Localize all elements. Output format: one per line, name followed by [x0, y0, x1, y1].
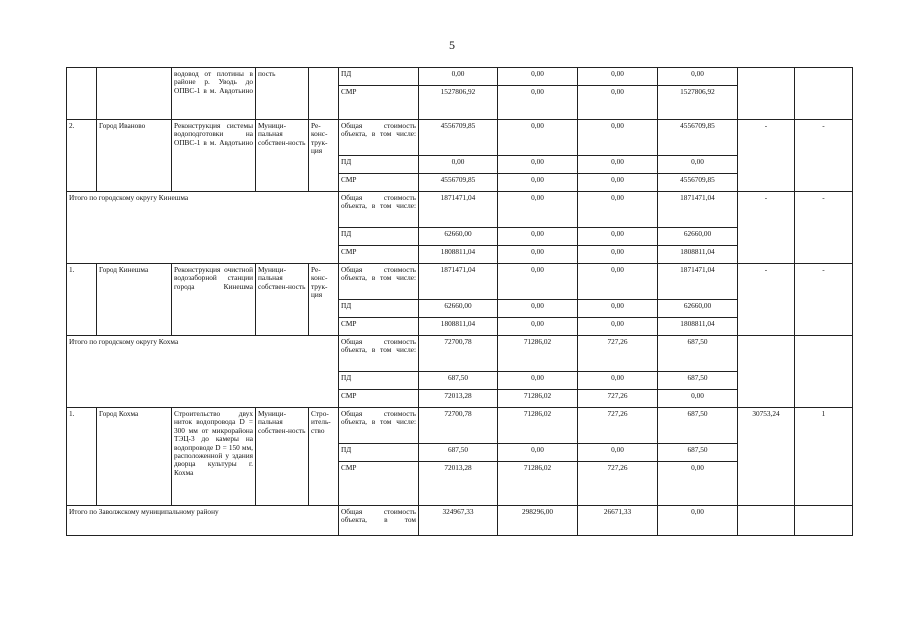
cell-value: 0,00 [498, 246, 578, 264]
cell-value: 0,00 [578, 228, 658, 246]
cell-count [795, 336, 853, 408]
cell-type [309, 68, 339, 120]
cell-no: 2. [67, 120, 97, 192]
cell-object: водовод от плотины в районе р. Уводь до ОПВС-1 в м. Авдотьино [172, 68, 256, 120]
cell-value: 0,00 [578, 174, 658, 192]
cell-value: 0,00 [658, 156, 738, 174]
cell-value: 71286,02 [498, 336, 578, 372]
cell-value: 1808811,04 [658, 246, 738, 264]
cell-label: Общая стоимость объекта, в том числе: [339, 192, 419, 228]
cell-value: 4556709,85 [658, 120, 738, 156]
cell-value: 0,00 [578, 372, 658, 390]
cell-value: 0,00 [578, 318, 658, 336]
cell-value: 62660,00 [419, 300, 498, 318]
cell-value: 0,00 [498, 318, 578, 336]
cell-value: 71286,02 [498, 390, 578, 408]
cell-count: - [795, 264, 853, 336]
cell-type: Ре-конс-трук-ция [309, 120, 339, 192]
cell-no [67, 68, 97, 120]
cell-label: ПД [339, 228, 419, 246]
cell-place: Город Кохма [97, 408, 172, 506]
cell-value: 71286,02 [498, 462, 578, 506]
cell-value: 727,26 [578, 462, 658, 506]
cell-label: Общая стоимость объекта, в том числе: [339, 408, 419, 444]
cell-value: 62660,00 [658, 300, 738, 318]
cell-value: 0,00 [578, 246, 658, 264]
cell-label: СМР [339, 174, 419, 192]
cell-ownership: Муници-пальная собствен-ность [256, 264, 309, 336]
cell-label: ПД [339, 444, 419, 462]
cell-value: 0,00 [578, 300, 658, 318]
cell-value: 0,00 [498, 120, 578, 156]
cell-value: 1527806,92 [419, 86, 498, 120]
cell-capacity [738, 68, 795, 120]
cell-value: 71286,02 [498, 408, 578, 444]
cell-value: 0,00 [498, 372, 578, 390]
cell-ownership: пость [256, 68, 309, 120]
cell-capacity: 30753,24 [738, 408, 795, 506]
cell-value: 727,26 [578, 390, 658, 408]
table-row [67, 336, 853, 372]
cell-value: 1871471,04 [419, 264, 498, 300]
cell-value: 0,00 [658, 390, 738, 408]
cell-value: 0,00 [498, 264, 578, 300]
cell-value: 0,00 [658, 506, 738, 536]
cell-label: СМР [339, 86, 419, 120]
cell-capacity [738, 336, 795, 408]
cell-capacity: - [738, 120, 795, 192]
cell-place [97, 68, 172, 120]
cell-no: 1. [67, 264, 97, 336]
cell-count: - [795, 120, 853, 192]
table-row [67, 264, 853, 300]
table-row [67, 192, 853, 228]
cell-value: 4556709,85 [419, 120, 498, 156]
cell-value: 0,00 [498, 192, 578, 228]
cell-value: 727,26 [578, 336, 658, 372]
cell-value: 72013,28 [419, 462, 498, 506]
cell-object: Строительство двух ниток водопровода D = 300 мм от микрорайона ТЭЦ-3 до камеры на водопроводе D = 150 мм, расположенной у здания дворца культуры г. Кохма [172, 408, 256, 506]
subtotal-title: Итого по Заволжскому муниципальному району [67, 506, 339, 536]
cell-value: 0,00 [578, 156, 658, 174]
cell-capacity: - [738, 192, 795, 264]
cell-label: СМР [339, 246, 419, 264]
table-row [67, 120, 853, 156]
cell-value: 324967,33 [419, 506, 498, 536]
cell-value: 0,00 [498, 68, 578, 86]
subtotal-title: Итого по городскому округу Кинешма [67, 192, 339, 264]
cell-value: 298296,00 [498, 506, 578, 536]
investment-table [66, 67, 853, 536]
cell-count [795, 506, 853, 536]
cell-label: Общая стоимость объекта, в том числе: [339, 336, 419, 372]
cell-value: 0,00 [578, 192, 658, 228]
cell-label: Общая стоимость объекта, в том числе: [339, 264, 419, 300]
cell-value: 687,50 [658, 408, 738, 444]
table-row [67, 506, 853, 536]
cell-label: Общая стоимость объекта, в том числе: [339, 120, 419, 156]
cell-value: 1808811,04 [419, 318, 498, 336]
cell-value: 1527806,92 [658, 86, 738, 120]
cell-label: СМР [339, 462, 419, 506]
subtotal-title: Итого по городскому округу Кохма [67, 336, 339, 408]
cell-type: Ре-конс-трук-ция [309, 264, 339, 336]
cell-label: Общая стоимость объекта, в том [339, 506, 419, 536]
cell-label: ПД [339, 156, 419, 174]
cell-value: 0,00 [498, 174, 578, 192]
cell-value: 0,00 [498, 86, 578, 120]
cell-value: 0,00 [578, 264, 658, 300]
cell-count: - [795, 192, 853, 264]
cell-value: 4556709,85 [419, 174, 498, 192]
cell-value: 0,00 [498, 228, 578, 246]
cell-ownership: Муници-пальная собствен-ность [256, 408, 309, 506]
cell-value: 72700,78 [419, 408, 498, 444]
cell-label: СМР [339, 390, 419, 408]
cell-value: 687,50 [419, 444, 498, 462]
cell-value: 62660,00 [419, 228, 498, 246]
cell-value: 0,00 [578, 68, 658, 86]
cell-label: ПД [339, 300, 419, 318]
cell-place: Город Иваново [97, 120, 172, 192]
cell-value: 0,00 [498, 156, 578, 174]
cell-value: 687,50 [658, 372, 738, 390]
cell-value: 0,00 [658, 68, 738, 86]
cell-capacity [738, 506, 795, 536]
cell-value: 72700,78 [419, 336, 498, 372]
cell-object: Реконструкция очистной водозаборной станции города Кинешма [172, 264, 256, 336]
cell-value: 0,00 [578, 120, 658, 156]
cell-value: 0,00 [419, 68, 498, 86]
cell-value: 0,00 [578, 444, 658, 462]
cell-value: 687,50 [658, 444, 738, 462]
cell-value: 1871471,04 [419, 192, 498, 228]
cell-count [795, 68, 853, 120]
cell-value: 687,50 [658, 336, 738, 372]
cell-value: 0,00 [498, 300, 578, 318]
cell-label: ПД [339, 68, 419, 86]
cell-value: 62660,00 [658, 228, 738, 246]
cell-value: 1808811,04 [658, 318, 738, 336]
cell-value: 0,00 [658, 462, 738, 506]
cell-value: 0,00 [578, 86, 658, 120]
cell-value: 0,00 [419, 156, 498, 174]
cell-label: ПД [339, 372, 419, 390]
cell-capacity: - [738, 264, 795, 336]
cell-value: 26671,33 [578, 506, 658, 536]
cell-ownership: Муници-пальная собствен-ность [256, 120, 309, 192]
cell-type: Стро-итель-ство [309, 408, 339, 506]
cell-value: 0,00 [498, 444, 578, 462]
table-row [67, 408, 853, 444]
cell-value: 72013,28 [419, 390, 498, 408]
cell-no: 1. [67, 408, 97, 506]
cell-place: Город Кинешма [97, 264, 172, 336]
cell-count: 1 [795, 408, 853, 506]
cell-value: 687,50 [419, 372, 498, 390]
cell-value: 1808811,04 [419, 246, 498, 264]
page-number: 5 [449, 38, 455, 52]
cell-label: СМР [339, 318, 419, 336]
cell-value: 727,26 [578, 408, 658, 444]
cell-object: Реконструкция системы водоподготовки на ОПВС-1 в м. Авдотьино [172, 120, 256, 192]
table-row [67, 68, 853, 86]
cell-value: 1871471,04 [658, 264, 738, 300]
cell-value: 1871471,04 [658, 192, 738, 228]
cell-value: 4556709,85 [658, 174, 738, 192]
